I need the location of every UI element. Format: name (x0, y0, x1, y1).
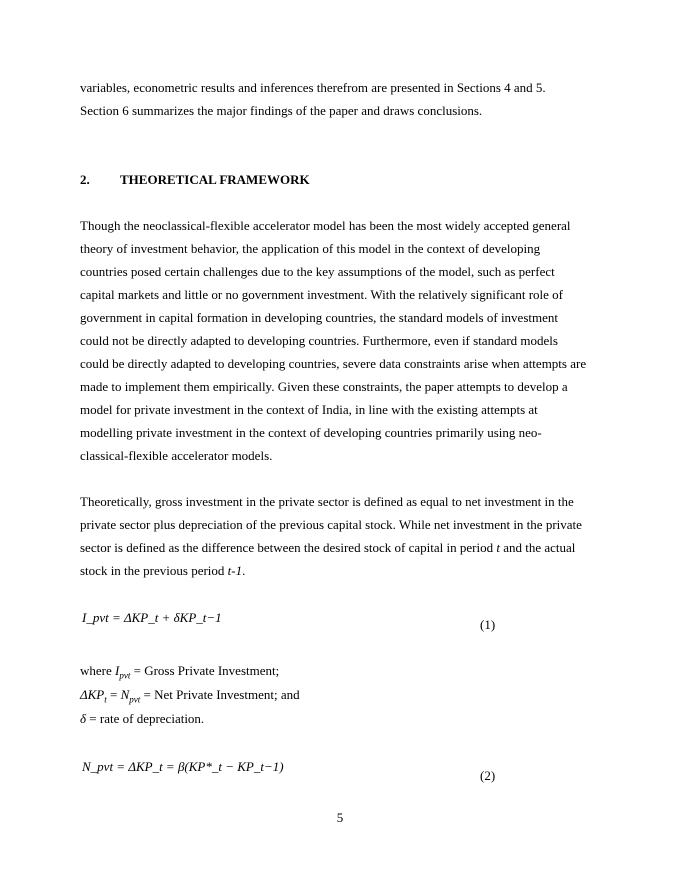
para-line: could not be directly adapted to developing countries. Furthermore, even if standard models (80, 333, 558, 348)
text: and the actual (499, 540, 576, 555)
intro-line: variables, econometric results and inferences therefrom are presented in Sections 4 and 5. (80, 80, 546, 95)
equation-2: N_pvt = ΔKP_t = β(KP*_t − KP_t−1) (82, 759, 284, 774)
text: . (242, 563, 246, 578)
text: sector is defined as the difference between the desired stock of capital in period (80, 540, 497, 555)
para-line: capital markets and little or no government investment. With the relatively significant role of (80, 287, 563, 302)
section-number: 2. (80, 172, 90, 187)
para-line: theory of investment behavior, the application of this model in the context of developing (80, 241, 541, 256)
para-line: Though the neoclassical-flexible accelerator model has been the most widely accepted general (80, 218, 571, 233)
definition-gross: where $I_{pvt}$ = Gross Private Investment; (80, 663, 280, 681)
para-line: made to implement them empirically. Given these constraints, the paper attempts to develop a (80, 379, 568, 394)
para-line: government in capital formation in developing countries, the standard models of investment (80, 310, 558, 325)
italic-var: t (496, 540, 500, 555)
equation-number-1: (1) (480, 617, 496, 632)
intro-line: Section 6 summarizes the major findings of the paper and draws conclusions. (80, 103, 483, 118)
para-line: could be directly adapted to developing countries, severe data constraints arise when attempts are (80, 356, 587, 371)
section-heading (80, 172, 310, 188)
definition-delta: δ = rate of depreciation. (80, 711, 205, 726)
italic-var: t-1 (227, 563, 243, 578)
text: stock in the previous period (80, 563, 228, 578)
definition-net: $\Delta KP_t = N_{pvt}$ = Net Private Investment; and (80, 687, 300, 705)
para-line: private sector plus depreciation of the previous capital stock. While net investment in the private (80, 517, 582, 532)
text: = Net Private Investment; and (140, 687, 300, 702)
para-line: countries posed certain challenges due to the key assumptions of the model, such as perfect (80, 264, 555, 279)
text: where (80, 663, 116, 678)
section-title: THEORETICAL FRAMEWORK (120, 172, 310, 187)
equation-1: I_pvt = ΔKP_t + δKP_t−1 (82, 610, 222, 625)
text: = Gross Private Investment; (130, 663, 280, 678)
para-line (80, 540, 575, 556)
para-line (80, 563, 245, 579)
para-line: classical-flexible accelerator models. (80, 448, 273, 463)
para-line: model for private investment in the context of India, in line with the existing attempts at (80, 402, 538, 417)
equation-number-2: (2) (480, 768, 496, 783)
para-line: modelling private investment in the context of developing countries primarily using neo- (80, 425, 542, 440)
para-line: Theoretically, gross investment in the private sector is defined as equal to net investment in the (80, 494, 574, 509)
text: = rate of depreciation. (89, 711, 205, 726)
page-number: 5 (336, 810, 344, 825)
